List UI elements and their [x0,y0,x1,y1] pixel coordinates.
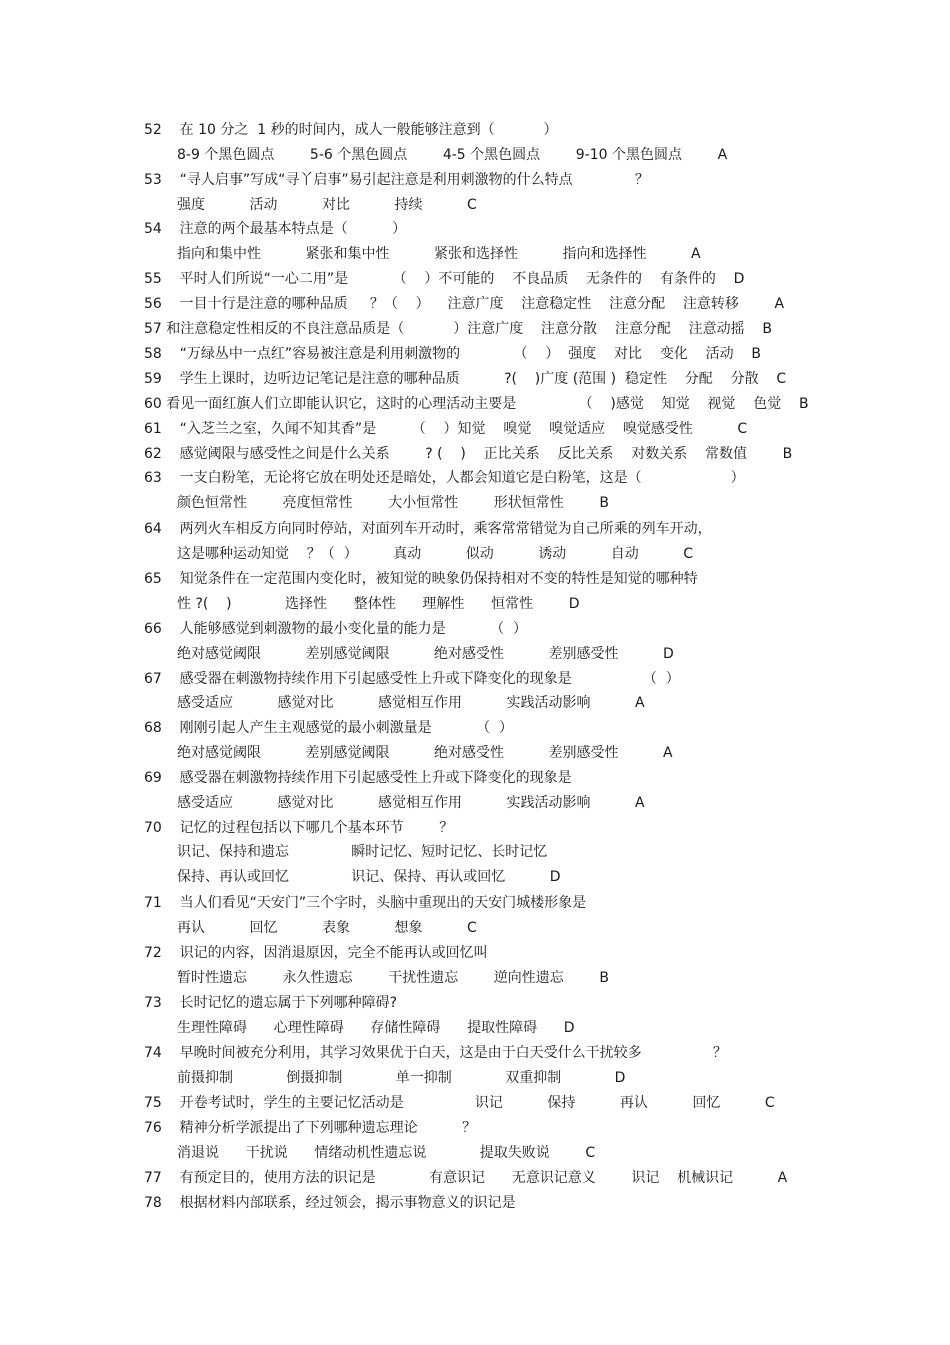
question-70: 70 记忆的过程包括以下哪几个基本环节 ？ [144,820,454,836]
options-70-row-2: 保持、再认或回忆 识记、保持、再认或回忆 D [177,869,561,885]
options-68: 绝对感觉阈限 差别感觉阈限 绝对感受性 差别感受性 A [177,745,673,761]
question-60: 60 看见一面红旗人们立即能认识它，这时的心理活动主要是 （ )感觉 知觉 视觉 色觉 B [144,396,809,412]
question-65: 65 知觉条件在一定范围内变化时，被知觉的映象仍保持相对不变的特性是知觉的哪种特 [144,571,698,587]
question-71: 71 当人们看见“天安门”三个字时，头脑中重现出的天安门城楼形象是 [144,895,587,911]
question-77: 77 有预定目的，使用方法的识记是 有意识记 无意识记意义 识记 机械识记 A [144,1170,788,1186]
options-54: 指向和集中性 紧张和集中性 紧张和选择性 指向和选择性 A [177,246,701,262]
options-71: 再认 回忆 表象 想象 C [177,920,477,936]
question-67: 67 感受器在刺激物持续作用下引起感受性上升或下降变化的现象是 （ ） [144,671,680,687]
options-52: 8-9 个黑色圆点 5-6 个黑色圆点 4-5 个黑色圆点 9-10 个黑色圆点 A [177,147,728,163]
question-78: 78 根据材料内部联系，经过领会，揭示事物意义的识记是 [144,1195,516,1211]
question-61: 61 “入芝兰之室，久闻不知其香”是 （ ）知觉 嗅觉 嗅觉适应 嗅觉感受性 C [144,421,748,437]
options-70-row-1: 识记、保持和遗忘 瞬时记忆、短时记忆、长时记忆 [177,844,548,860]
question-75: 75 开卷考试时，学生的主要记忆活动是 识记 保持 再认 回忆 C [144,1095,775,1111]
question-66: 66 人能够感觉到刺激物的最小变化量的能力是 （ ） [144,621,528,637]
question-54: 54 注意的两个最基本特点是（ ） [144,221,407,237]
options-63: 颜色恒常性 亮度恒常性 大小恒常性 形状恒常性 B [177,495,610,511]
options-74: 前摄抑制 倒摄抑制 单一抑制 双重抑制 D [177,1070,626,1086]
question-56: 56 一目十行是注意的哪种品质 ？（ ） 注意广度 注意稳定性 注意分配 注意转移 A [144,296,785,312]
question-63: 63 一支白粉笔，无论将它放在明处还是暗处，人都会知道它是白粉笔，这是（ ） [144,470,745,486]
options-76: 消退说 干扰说 情绪动机性遗忘说 提取失败说 C [177,1145,596,1161]
options-73: 生理性障碍 心理性障碍 存储性障碍 提取性障碍 D [177,1020,575,1036]
question-58: 58 “万绿丛中一点红”容易被注意是利用刺激物的 （ ） 强度 对比 变化 活动 B [144,346,762,362]
question-76: 76 精神分析学派提出了下列哪种遗忘理论 ？ [144,1120,477,1136]
question-52: 52 在 10 分之 1 秒的时间内，成人一般能够注意到（ ） [144,122,558,138]
options-72: 暂时性遗忘 永久性遗忘 干扰性遗忘 逆向性遗忘 B [177,970,610,986]
question-69: 69 感受器在刺激物持续作用下引起感受性上升或下降变化的现象是 [144,770,572,786]
options-69: 感受适应 感觉对比 感觉相互作用 实践活动影响 A [177,795,645,811]
options-67: 感受适应 感觉对比 感觉相互作用 实践活动影响 A [177,695,645,711]
question-62: 62 感觉阈限与感受性之间是什么关系 ? ( ) 正比关系 反比关系 对数关系 常数值 B [144,446,793,462]
question-65-continued: 性 ?( ) 选择性 整体性 理解性 恒常性 D [177,596,580,612]
question-72: 72 识记的内容，因消退原因，完全不能再认或回忆叫 [144,945,488,961]
question-59: 59 学生上课时，边听边记笔记是注意的哪种品质 ?( )广度 (范围 ) 稳定性 分配 分散 C [144,371,787,387]
question-55: 55 平时人们所说“一心二用”是 （ ）不可能的 不良品质 无条件的 有条件的 D [144,271,745,287]
question-64: 64 两列火车相反方向同时停站，对面列车开动时，乘客常常错觉为自己所乘的列车开动， [144,521,712,537]
question-57: 57 和注意稳定性相反的不良注意品质是（ ）注意广度 注意分散 注意分配 注意动摇 B [144,321,773,337]
options-53: 强度 活动 对比 持续 C [177,197,477,213]
question-64-continued: 这是哪种运动知觉 ？（ ） 真动 似动 诱动 自动 C [177,546,694,562]
question-73: 73 长时记忆的遗忘属于下列哪种障碍? [144,995,398,1011]
options-66: 绝对感觉阈限 差别感觉阈限 绝对感受性 差别感受性 D [177,646,674,662]
question-53: 53 “寻人启事”写成“寻丫启事”易引起注意是利用刺激物的什么特点 ？ [144,172,649,188]
question-74: 74 早晚时间被充分利用，其学习效果优于白天，这是由于白天受什么干扰较多 ？ [144,1045,727,1061]
question-68: 68 刚刚引起人产生主观感觉的最小刺激量是 （ ） [144,720,514,736]
